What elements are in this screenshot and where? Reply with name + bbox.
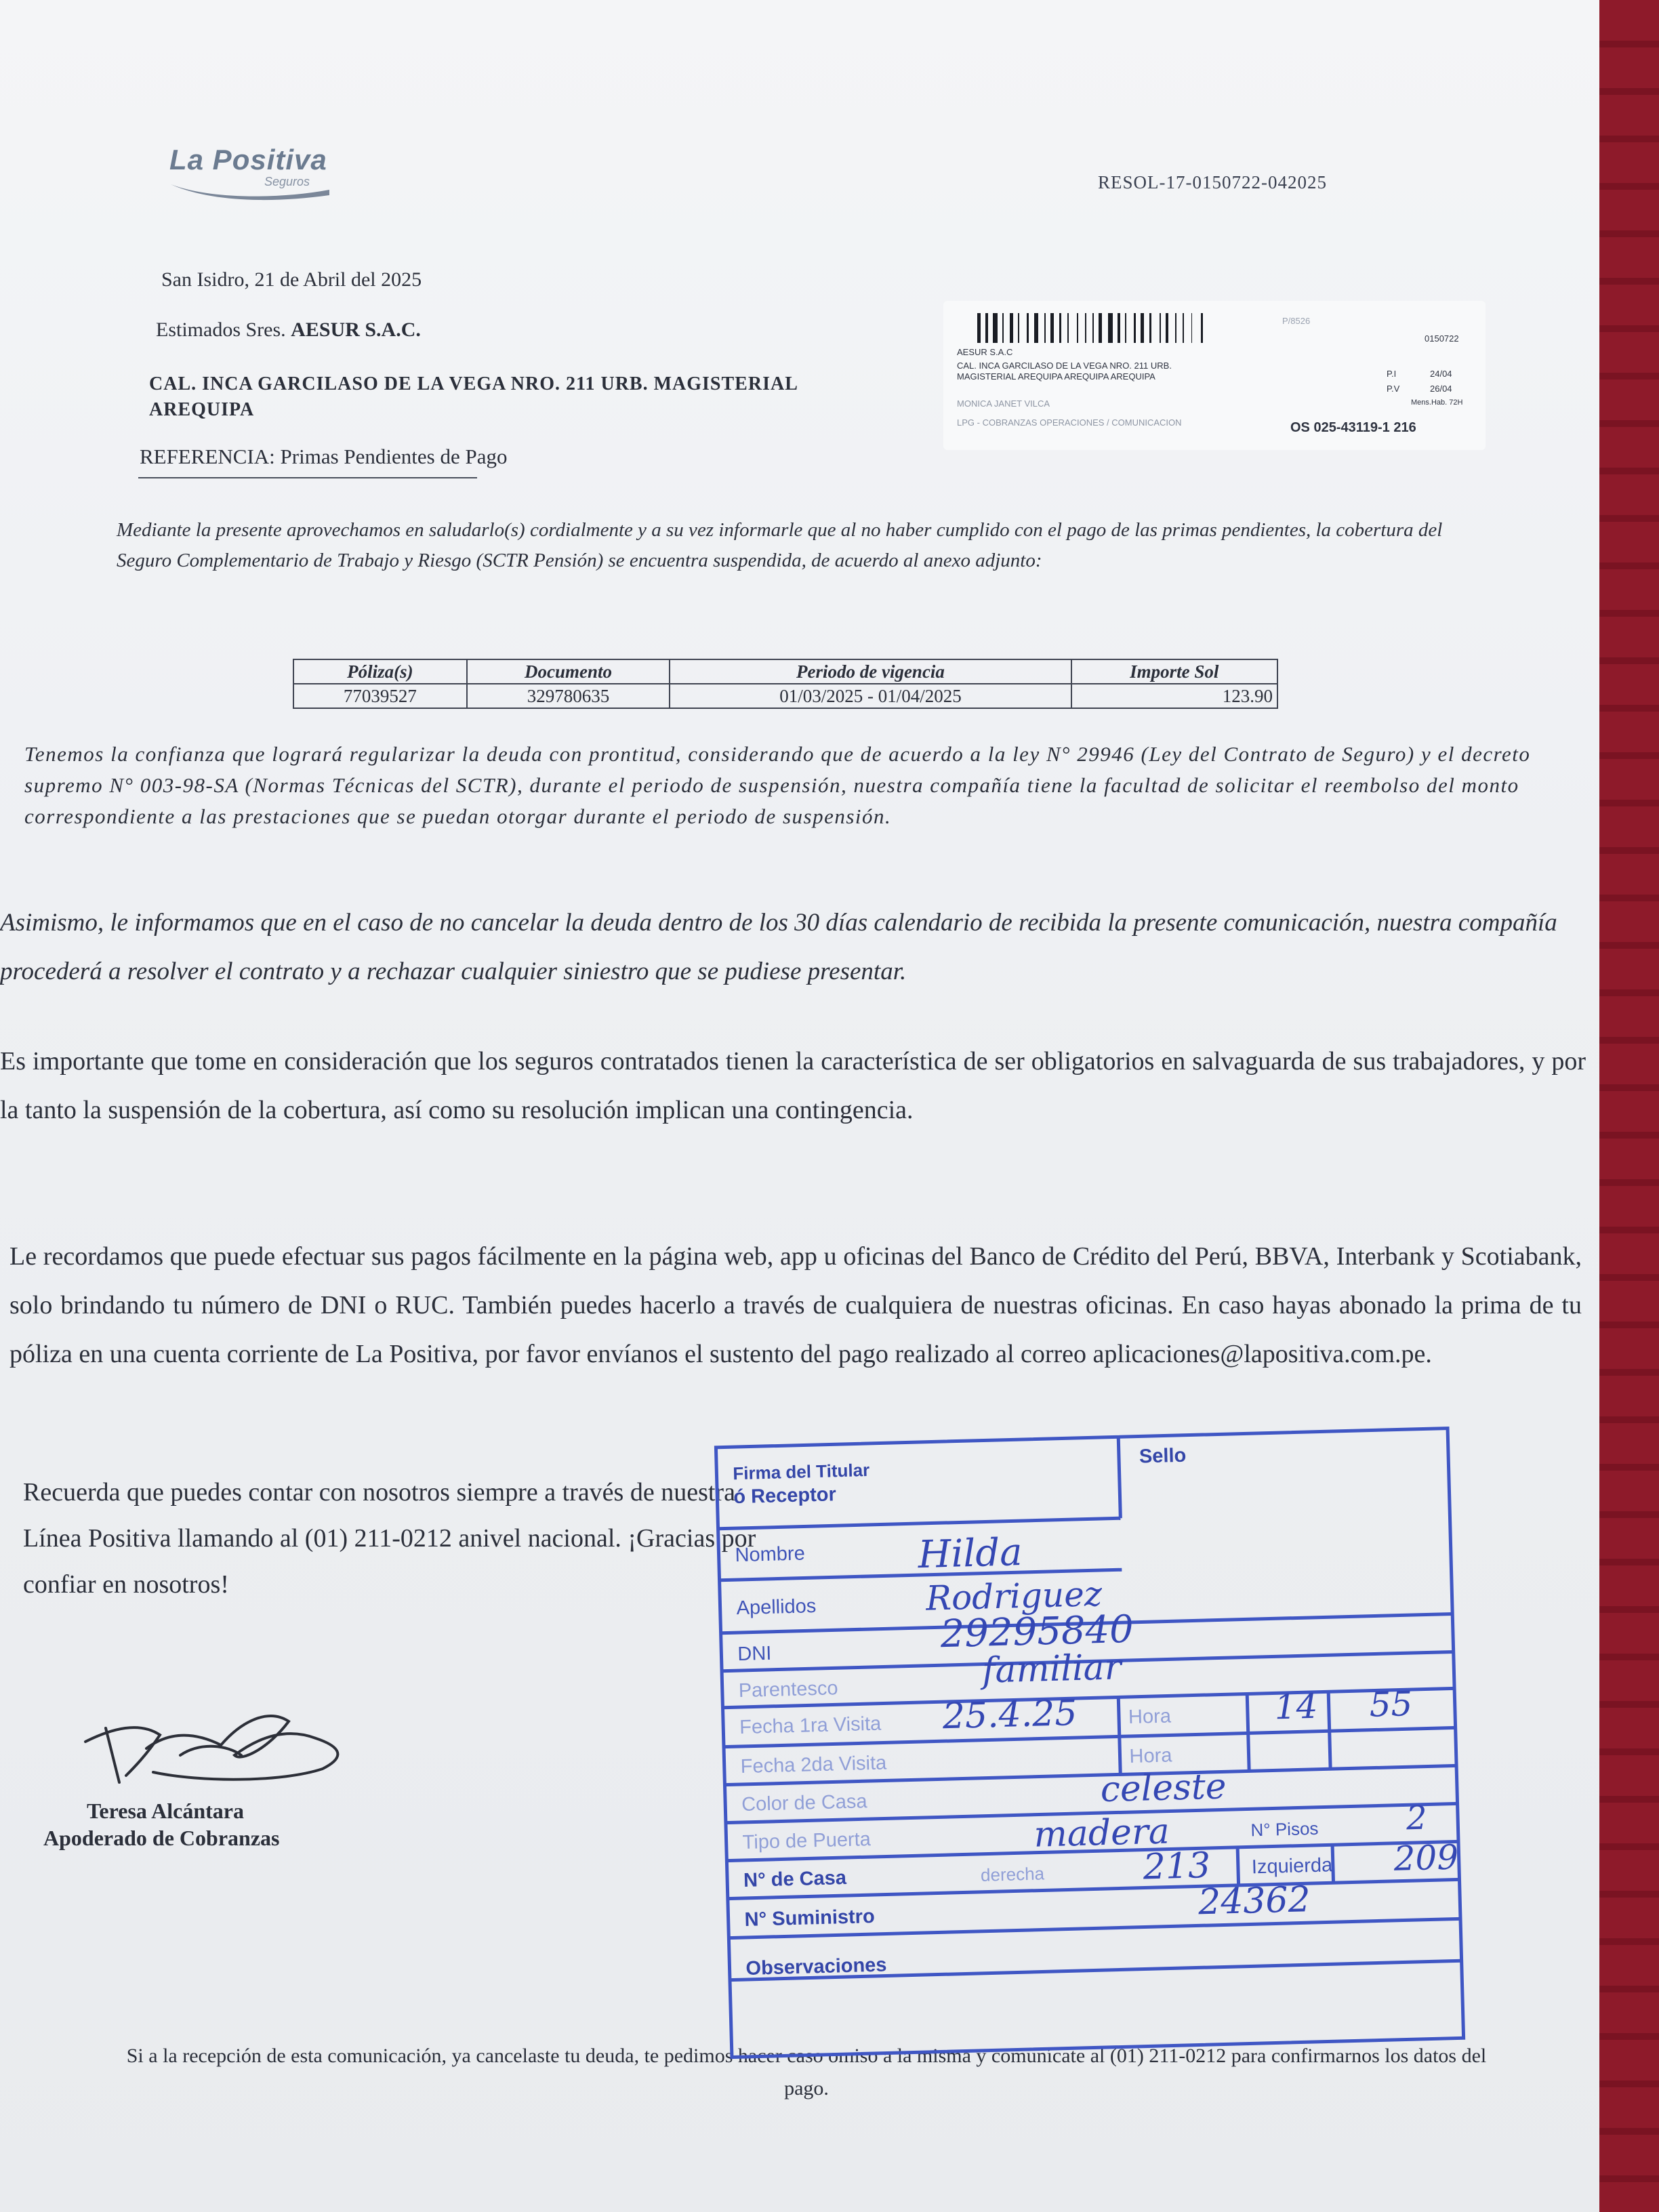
paragraph-intro: Mediante la presente aprovechamos en saludarlo(s) cordialmente y a su vez informarle que al no haber cumplido con el pago de las primas pendientes, la cobertura del Seguro Complementario de Trabajo y Riesgo (SCTR Pensión) se encuentra suspendida, de acuerdo al anexo adjunto: [117,519,1443,571]
cell-poliza: 77039527 [293,684,467,708]
greeting [156,319,421,342]
handwritten-izquierda: 209 [1393,1837,1459,1879]
barcode-bar [1044,313,1046,343]
barcode-bar [1108,313,1112,343]
stamp-label-receptor: ó Receptor [733,1483,837,1509]
barcode-bar [1059,313,1061,343]
label-pi-value: 24/04 [1430,369,1452,379]
reference-underline [138,477,477,478]
barcode-bar [1027,313,1029,343]
stamp-label-nombre: Nombre [735,1542,806,1567]
footer-note: Si a la recepción de esta comunicación, ya cancelaste tu deuda, te pedimos hacer caso omiso a la misma y comunícate al (01) 211-0212 para confirmarnos los datos del pago. [126,2045,1487,2100]
barcode-bar [1166,313,1168,343]
barcode-bar [1134,313,1136,343]
paragraph-importance: Es importante que tome en consideración que los seguros contratados tienen la característica de ser obligatorios en salvaguarda de sus trabajadores, y por la tanto la suspensión de la cobertura, así como su resolución implican una contingencia. [0,1047,1586,1124]
paragraph-confidence: Tenemos la confianza que logrará regularizar la deuda con prontitud, considerando que de acuerdo a la ley N° 29946 (Ley del Contrato de Seguro) y el decreto supremo N° 003-98-SA (Normas Técnicas del SCTR), durante el periodo de suspensión, nuestra compañía tiene la facultad de solicitar el reembolso del monto correspondiente a las prestaciones que se puedan otorgar durante el periodo de suspensión. [24,742,1531,828]
resolution-code: RESOL-17-0150722-042025 [1098,172,1327,192]
label-pv-value: 26/04 [1430,384,1452,394]
barcode-bar [1099,313,1102,343]
barcode-bar [1141,313,1144,343]
recipient-company: AESUR S.A.C. [291,319,421,341]
barcode-bar [977,313,981,343]
barcode-bar [1160,313,1161,343]
label-os-number: OS 025-43119-1 216 [1290,420,1416,435]
barcode-bar [1092,313,1094,343]
barcode-bar [1118,313,1120,343]
handwritten-color: celeste [1100,1766,1227,1811]
reception-stamp [712,1416,1507,2060]
label-address-1: CAL. INCA GARCILASO DE LA VEGA NRO. 211 URB. [957,361,1172,371]
stamp-label-hora2: Hora [1129,1744,1172,1768]
stamp-label-pisos: N° Pisos [1250,1818,1319,1841]
stamp-label-dni: DNI [737,1642,772,1666]
handwritten-signature [65,1681,363,1796]
recipient-address [149,371,962,423]
stamp-label-apellidos: Apellidos [736,1595,817,1620]
barcode-bar [993,313,997,343]
barcode-bar [1018,313,1019,343]
col-documento: Documento [467,659,670,684]
signer-name: Teresa Alcántara [87,1799,244,1823]
table-row [293,684,1277,708]
label-address-2: MAGISTERIAL AREQUIPA AREQUIPA AREQUIPA [957,371,1155,382]
stamp-label-observaciones: Observaciones [745,1954,887,1980]
label-time-note: Mens.Hab. 72H [1411,398,1463,407]
stamp-label-firma: Firma del Titular [733,1459,870,1484]
mailing-label [943,301,1486,450]
stamp-label-fecha2: Fecha 2da Visita [740,1752,887,1778]
handwritten-hora-m: 55 [1368,1684,1414,1725]
logo-subtext: Seguros [264,175,310,188]
col-importe: Importe Sol [1071,659,1278,684]
handwritten-fecha1: 25.4.25 [942,1693,1078,1738]
cell-documento: 329780635 [467,684,670,708]
stamp-label-sello: Sello [1139,1444,1187,1468]
handwritten-nombre: Hilda [917,1530,1023,1578]
handwritten-hora-h: 14 [1273,1686,1319,1727]
barcode-bar [1010,313,1013,343]
handwritten-derecha: 213 [1143,1845,1211,1888]
signer-role: Apoderado de Cobranzas [43,1826,280,1850]
policy-table [293,659,1278,709]
handwritten-parentesco: familiar [981,1647,1122,1692]
col-poliza: Póliza(s) [293,659,467,684]
barcode-bar [1183,313,1184,343]
handwritten-dni: 29295840 [939,1607,1134,1657]
table-header-row [293,659,1277,684]
address-line-1: CAL. INCA GARCILASO DE LA VEGA NRO. 211 URB. MAGISTERIAL [149,373,798,394]
col-periodo: Periodo de vigencia [670,659,1071,684]
barcode-bar [1175,313,1176,343]
label-dept: LPG - COBRANZAS OPERACIONES / COMUNICACION [957,417,1182,428]
paragraph-cancellation: Asimismo, le informamos que en el caso de no cancelar la deuda dentro de los 30 días calendario de recibida la presente comunicación, nuestra compañía procederá a resolver el contrato y a rechazar cualquier siniestro que se pudiese presentar. [0,909,1557,985]
label-code: P/8526 [1282,316,1311,326]
barcode-bar [1201,313,1203,343]
greeting-prefix: Estimados Sres. [156,319,286,341]
tablecloth-background [1599,0,1659,2212]
handwritten-apellidos: Rodriguez [925,1574,1103,1618]
handwritten-suministro: 24362 [1197,1879,1311,1923]
label-ref: 0150722 [1425,333,1459,344]
handwritten-pisos: 2 [1406,1799,1428,1838]
stamp-label-derecha: derecha [980,1863,1045,1885]
stamp-label-parentesco: Parentesco [738,1677,838,1702]
cell-periodo: 01/03/2025 - 01/04/2025 [670,684,1071,708]
stamp-label-fecha1: Fecha 1ra Visita [739,1713,882,1739]
label-pi: P.I [1387,369,1397,379]
address-line-2: AREQUIPA [149,399,255,420]
letter-date: San Isidro, 21 de Abril del 2025 [161,268,422,291]
stamp-label-izquierda: Izquierda [1251,1854,1333,1879]
logo-text: La Positiva [169,144,327,176]
stamp-label-hora: Hora [1128,1705,1172,1729]
barcode-bar [1002,313,1004,343]
barcode-bar [1050,313,1054,343]
stamp-label-suministro: N° Suministro [744,1905,876,1931]
barcode-bar [985,313,987,343]
barcode-bar [1085,313,1086,343]
paragraph-contact: Recuerda que puedes contar con nosotros siempre a través de nuestra Línea Positiva llamando al (01) 211-0212 anivel nacional. ¡Gracias por confiar en nosotros! [23,1478,756,1599]
cell-importe: 123.90 [1071,684,1278,708]
barcode-bar [1191,313,1193,343]
barcode-bar [1034,313,1038,343]
barcode-bar [1067,313,1069,343]
stamp-label-color: Color de Casa [741,1790,867,1816]
paragraph-payments: Le recordamos que puede efectuar sus pagos fácilmente en la página web, app u oficinas del Banco de Crédito del Perú, BBVA, Interbank y Scotiabank, solo brindando tu número de DNI o RUC. También puedes hacerlo a través de cualquiera de nuestras oficinas. En caso hayas abonado la prima de tu póliza en una cuenta corriente de La Positiva, por favor envíanos el sustento del pago realizado al correo aplicaciones@lapositiva.com.pe. [9,1242,1582,1368]
barcode-bar [1125,313,1126,343]
barcode-bar [1077,313,1078,343]
label-company: AESUR S.A.C [957,347,1013,357]
barcode-bar [1149,313,1151,343]
label-pv: P.V [1387,384,1400,394]
handwritten-puerta: madera [1033,1811,1170,1856]
logo-swoosh-icon [169,180,332,201]
company-logo [169,144,327,188]
label-contact: MONICA JANET VILCA [957,398,1050,409]
stamp-label-puerta: Tipo de Puerta [742,1828,872,1854]
reference-line: REFERENCIA: Primas Pendientes de Pago [140,445,508,468]
stamp-label-ncasa: N° de Casa [743,1867,847,1891]
barcode-icon [977,313,1269,343]
